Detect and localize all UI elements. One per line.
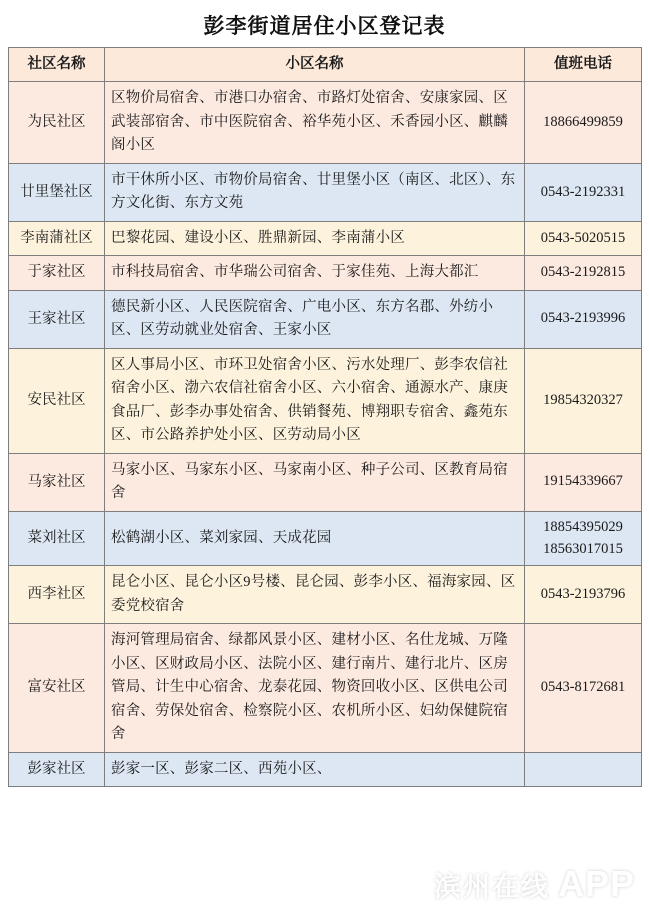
district-list: 巴黎花园、建设小区、胜鼎新园、李南蒲小区: [105, 221, 525, 255]
duty-phone: [525, 624, 642, 752]
community-name: 菜刘社区: [9, 511, 105, 566]
duty-phone: [525, 566, 642, 624]
phone-line: 0543-2193796: [540, 585, 626, 602]
page-title: 彭李街道居住小区登记表: [203, 14, 446, 38]
community-name: 安民社区: [9, 348, 105, 453]
phone-line: 18563017015: [543, 540, 623, 557]
district-list: 德民新小区、人民医院宿舍、广电小区、东方名郡、外纺小区、区劳动就业处宿舍、王家小区: [105, 290, 525, 348]
phone-line: 18854395029: [543, 518, 623, 535]
district-list: 松鹤湖小区、菜刘家园、天成花园: [105, 511, 525, 566]
table-row: [9, 256, 642, 290]
table-row: [9, 221, 642, 255]
phone-line: 19154339667: [543, 473, 623, 490]
column-header-phone: 值班电话: [525, 48, 642, 82]
community-name: 李南蒲社区: [9, 221, 105, 255]
table-row: [9, 566, 642, 624]
duty-phone: [525, 752, 642, 786]
duty-phone: [525, 256, 642, 290]
community-name: 王家社区: [9, 290, 105, 348]
community-name: 马家社区: [9, 453, 105, 511]
community-name: 富安社区: [9, 624, 105, 752]
phone-line: 19854320327: [543, 391, 623, 408]
district-list: 海河管理局宿舍、绿都风景小区、建材小区、名仕龙城、万隆小区、区财政局小区、法院小区、建行南片、建行北片、区房管局、计生中心宿舍、龙泰花园、物资回收小区、区供电公司宿舍、劳保处宿舍、检察院小区、农机所小区、妇幼保健院宿舍: [105, 624, 525, 752]
watermark-app-label: APP: [557, 863, 635, 904]
column-header-community: 社区名称: [9, 48, 105, 82]
district-list: 马家小区、马家东小区、马家南小区、种子公司、区教育局宿舍: [105, 453, 525, 511]
community-name: 西李社区: [9, 566, 105, 624]
community-name: 于家社区: [9, 256, 105, 290]
duty-phone: [525, 82, 642, 163]
phone-line: 0543-2192331: [540, 183, 626, 200]
district-list: 彭家一区、彭家二区、西苑小区、: [105, 752, 525, 786]
table-row: [9, 163, 642, 221]
table-row: [9, 453, 642, 511]
duty-phone: [525, 221, 642, 255]
table-row: [9, 752, 642, 786]
phone-line: 0543-2193996: [540, 310, 626, 327]
duty-phone: [525, 290, 642, 348]
table-row: [9, 624, 642, 752]
column-header-districts: 小区名称: [105, 48, 525, 82]
table-body: [9, 82, 642, 787]
phone-line: 0543-5020515: [540, 229, 626, 246]
district-list: 昆仑小区、昆仑小区9号楼、昆仑园、彭李小区、福海家园、区委党校宿舍: [105, 566, 525, 624]
duty-phone: [525, 348, 642, 453]
district-list: 市科技局宿舍、市华瑞公司宿舍、于家佳苑、上海大都汇: [105, 256, 525, 290]
duty-phone: [525, 163, 642, 221]
district-list: 区物价局宿舍、市港口办宿舍、市路灯处宿舍、安康家园、区武装部宿舍、市中医院宿舍、裕华苑小区、禾香园小区、麒麟阁小区: [105, 82, 525, 163]
table-row: [9, 82, 642, 163]
phone-line: 0543-2192815: [540, 264, 626, 281]
table-header: [9, 48, 642, 82]
table-row: [9, 511, 642, 566]
district-list: 区人事局小区、市环卫处宿舍小区、污水处理厂、彭李农信社宿舍小区、渤六农信社宿舍小区、六小宿舍、通源水产、康庚食品厂、彭李办事处宿舍、供销餐苑、博翔职专宿舍、鑫苑东区、市公路养护处小区、区劳动局小区: [105, 348, 525, 453]
community-name: 为民社区: [9, 82, 105, 163]
community-name: 彭家社区: [9, 752, 105, 786]
table-row: [9, 290, 642, 348]
phone-line: 18866499859: [543, 113, 623, 130]
table-row: [9, 348, 642, 453]
duty-phone: [525, 453, 642, 511]
watermark: [434, 863, 635, 905]
community-name: 廿里堡社区: [9, 163, 105, 221]
phone-line: 0543-8172681: [540, 679, 626, 696]
duty-phone: [525, 511, 642, 566]
header-row: [9, 48, 642, 82]
district-list: 市干休所小区、市物价局宿舍、廿里堡小区（南区、北区）、东方文化街、东方文苑: [105, 163, 525, 221]
watermark-text: 滨州在线: [433, 871, 550, 902]
registration-table: [8, 47, 642, 787]
